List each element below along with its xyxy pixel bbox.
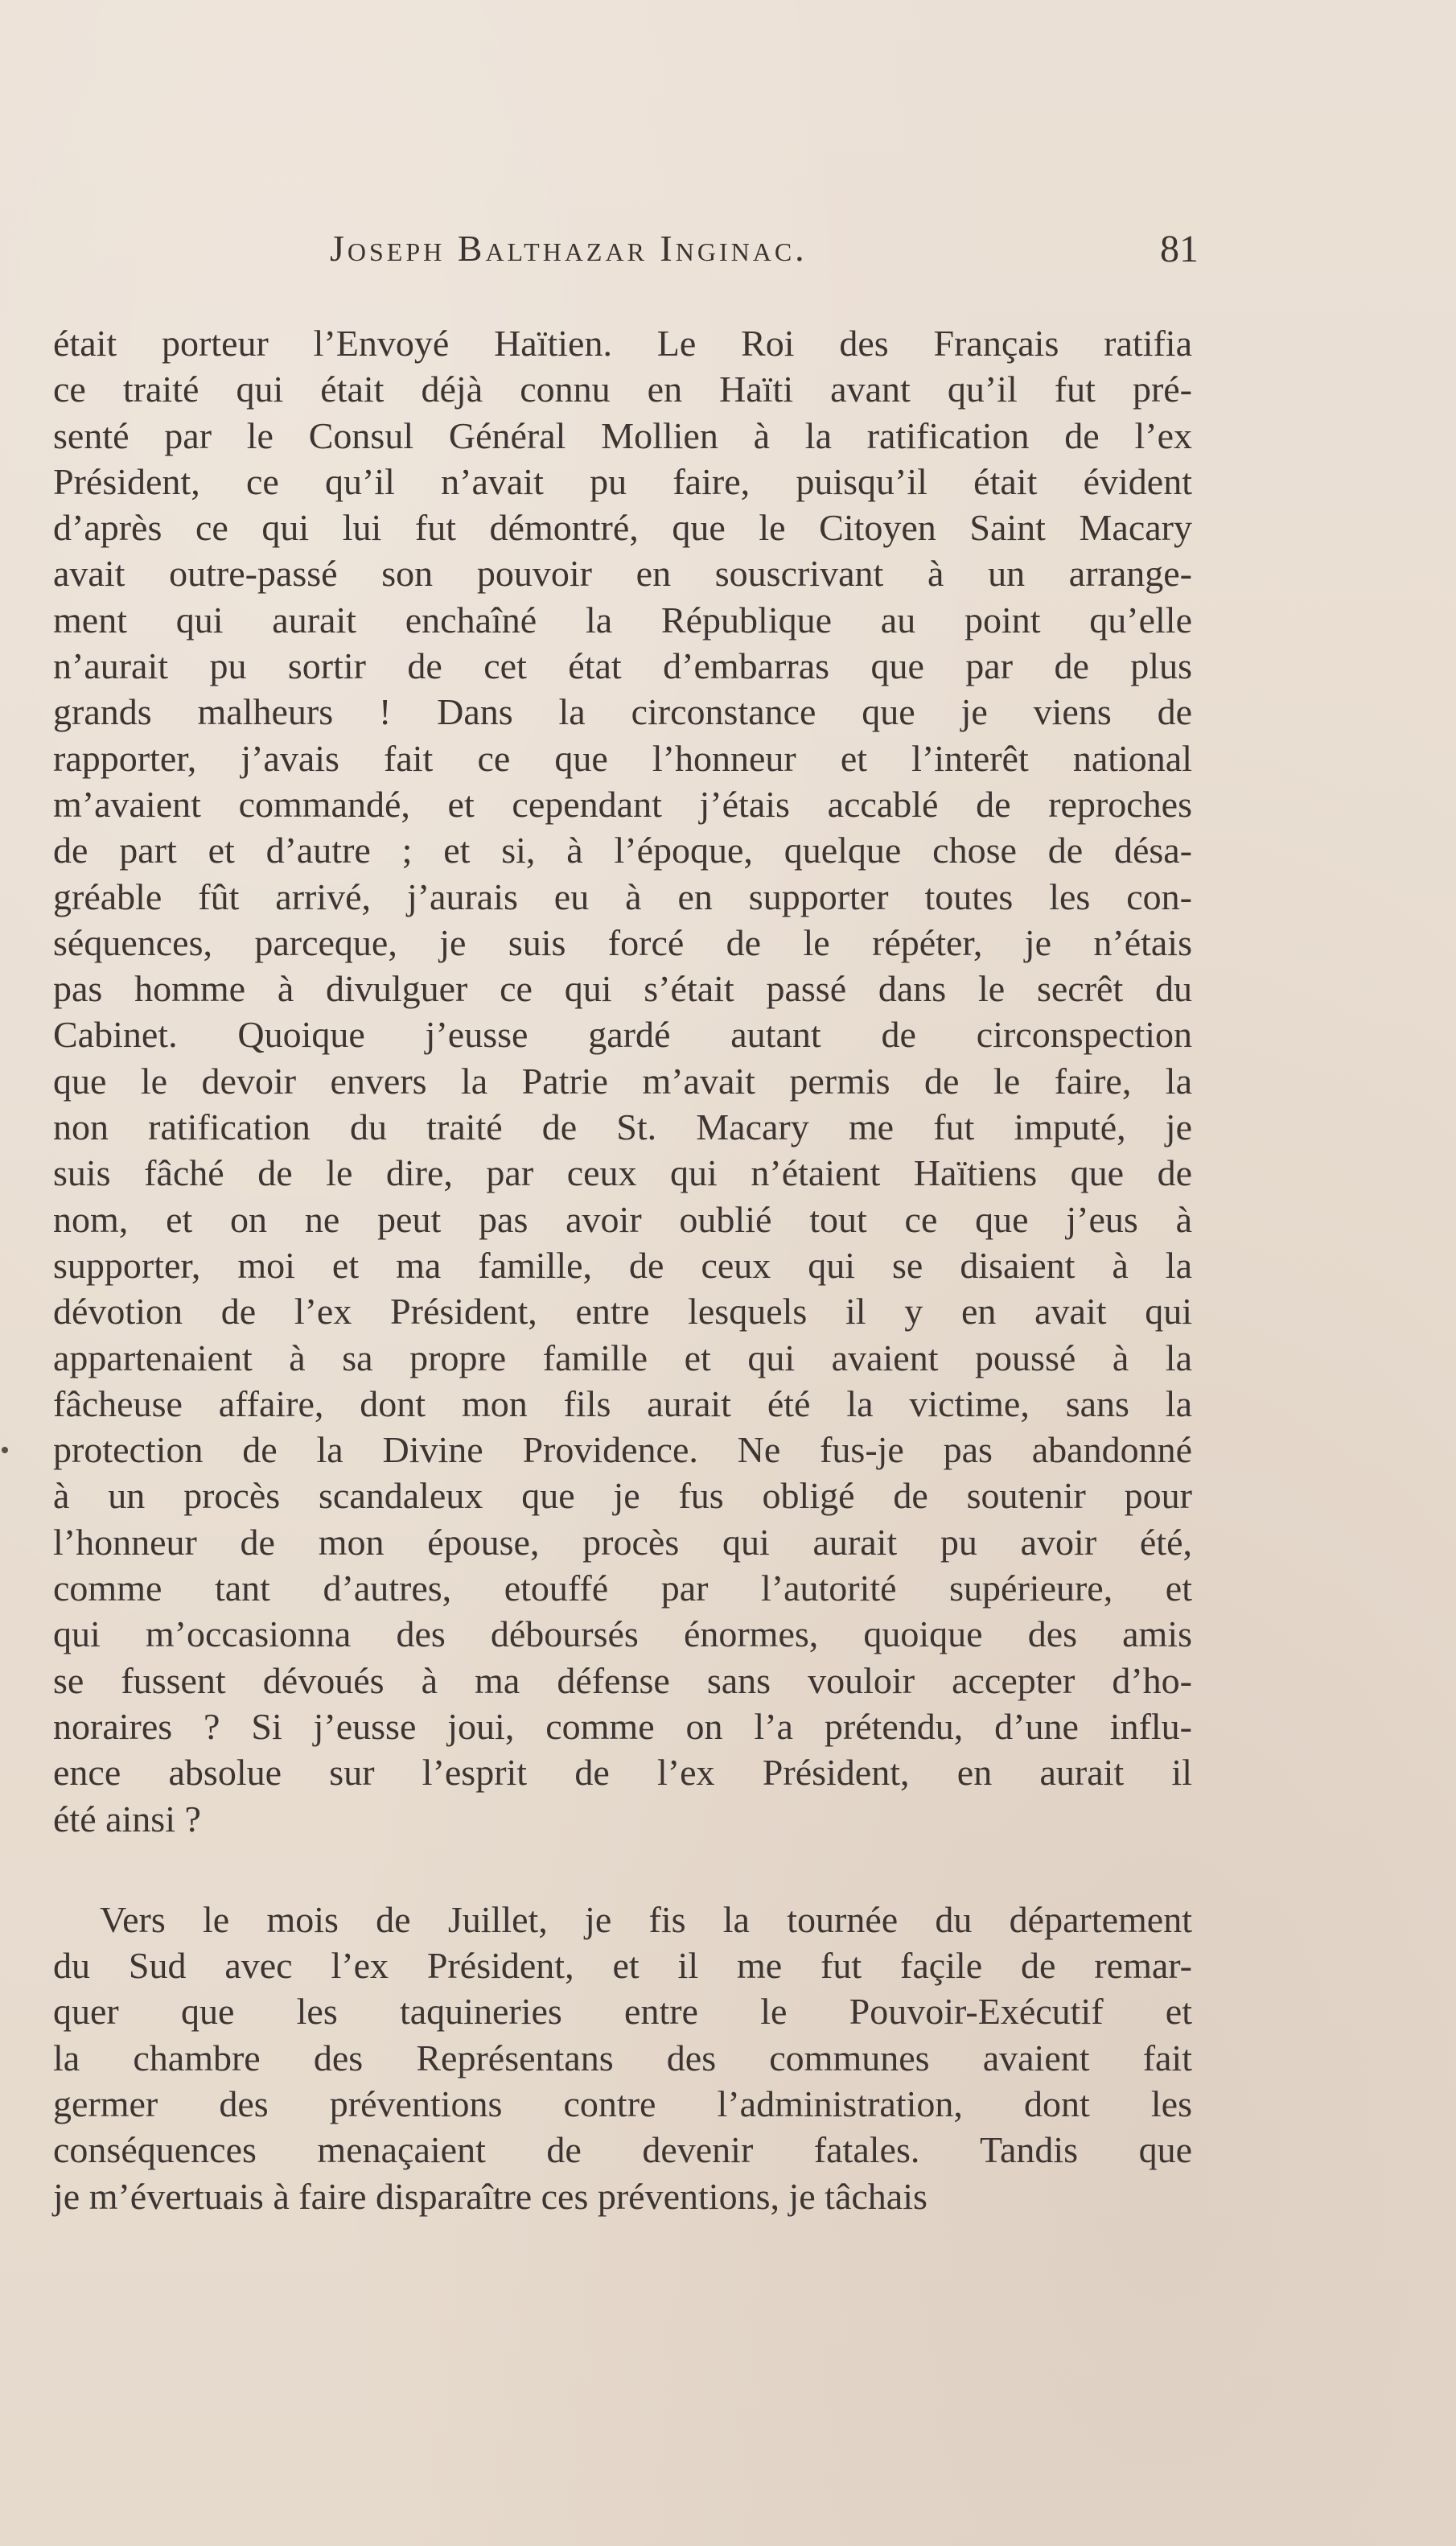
text-line: Vers le mois de Juillet, je fis la tournée du département (100, 1898, 1192, 1940)
text-line: conséquences menaçaient de devenir fatales. Tandis que (53, 2129, 1192, 2171)
text-line: grands malheurs ! Dans la circonstance que je viens de (53, 691, 1192, 733)
text-line: gréable fût arrivé, j’aurais eu à en supporter toutes les con- (53, 875, 1192, 917)
text-line: la chambre des Représentans des communes avaient fait (53, 2037, 1192, 2078)
text-line: senté par le Consul Général Mollien à la ratification de l’ex (53, 414, 1192, 456)
text-line: suis fâché de le dire, par ceux qui n’étaient Haïtiens que de (53, 1152, 1192, 1194)
text-line: ce traité qui était déjà connu en Haïti avant qu’il fut pré- (53, 369, 1192, 410)
text-line: l’honneur de mon épouse, procès qui aurait pu avoir été, (53, 1521, 1192, 1563)
text-line: nom, et on ne peut pas avoir oublié tout ce que j’eus à (53, 1198, 1192, 1240)
text-line: supporter, moi et ma famille, de ceux qui se disaient à la (53, 1244, 1192, 1286)
text-line: d’après ce qui lui fut démontré, que le Citoyen Saint Macary (53, 507, 1192, 549)
text-line: m’avaient commandé, et cependant j’étais accablé de reproches (53, 783, 1192, 825)
text-line: été ainsi ? (53, 1798, 201, 1839)
text-line: se fussent dévoués à ma défense sans vouloir accepter d’ho- (53, 1659, 1192, 1701)
text-line: noraires ? Si j’eusse joui, comme on l’a prétendu, d’une influ- (53, 1705, 1192, 1747)
text-line: ence absolue sur l’esprit de l’ex Président, en aurait il (53, 1752, 1192, 1794)
text-line: avait outre-passé son pouvoir en souscrivant à un arrange- (53, 553, 1192, 595)
text-line: du Sud avec l’ex Président, et il me fut façile de remar- (53, 1945, 1192, 1987)
text-line: quer que les taquineries entre le Pouvoir-Exécutif et (53, 1991, 1192, 2033)
text-line: de part et d’autre ; et si, à l’époque, quelque chose de désa- (53, 830, 1192, 871)
page-number: 81 (1160, 228, 1199, 270)
text-line: rapporter, j’avais fait ce que l’honneur et l’interêt national (53, 737, 1192, 779)
text-line: non ratification du traité de St. Macary me fut imputé, je (53, 1106, 1192, 1148)
running-head (330, 227, 1199, 291)
paragraph (53, 1897, 1192, 2219)
text-line: à un procès scandaleux que je fus obligé de soutenir pour (53, 1475, 1192, 1517)
text-line: séquences, parceque, je suis forcé de le répéter, je n’étais (53, 921, 1192, 963)
text-line: comme tant d’autres, etouffé par l’autorité supérieure, et (53, 1568, 1192, 1609)
text-line: Président, ce qu’il n’avait pu faire, puisqu’il était évident (53, 460, 1192, 502)
text-line: n’aurait pu sortir de cet état d’embarras que par de plus (53, 645, 1192, 687)
text-line: germer des préventions contre l’administration, dont les (53, 2083, 1192, 2124)
text-line: qui m’occasionna des déboursés énormes, quoique des amis (53, 1613, 1192, 1655)
body-text (53, 320, 1192, 2219)
paragraph (53, 320, 1192, 1842)
text-line: Cabinet. Quoique j’eusse gardé autant de circonspection (53, 1014, 1192, 1056)
text-line: dévotion de l’ex Président, entre lesquels il y en avait qui (53, 1291, 1192, 1333)
running-title: Joseph Balthazar Inginac. (330, 228, 808, 269)
margin-ink-dot (2, 1447, 8, 1453)
text-line: fâcheuse affaire, dont mon fils aurait été la victime, sans la (53, 1382, 1192, 1424)
text-line: que le devoir envers la Patrie m’avait permis de le faire, la (53, 1060, 1192, 1102)
text-line: appartenaient à sa propre famille et qui avaient poussé à la (53, 1337, 1192, 1378)
text-line: pas homme à divulguer ce qui s’était passé dans le secrêt du (53, 968, 1192, 1010)
text-line: je m’évertuais à faire disparaître ces préventions, je tâchais (53, 2175, 927, 2217)
text-line: ment qui aurait enchaîné la République au point qu’elle (53, 599, 1192, 641)
text-line: protection de la Divine Providence. Ne fus-je pas abandonné (53, 1429, 1192, 1471)
paragraph-gap (53, 1842, 1192, 1897)
text-line: était porteur l’Envoyé Haïtien. Le Roi des Français ratifia (53, 323, 1192, 364)
